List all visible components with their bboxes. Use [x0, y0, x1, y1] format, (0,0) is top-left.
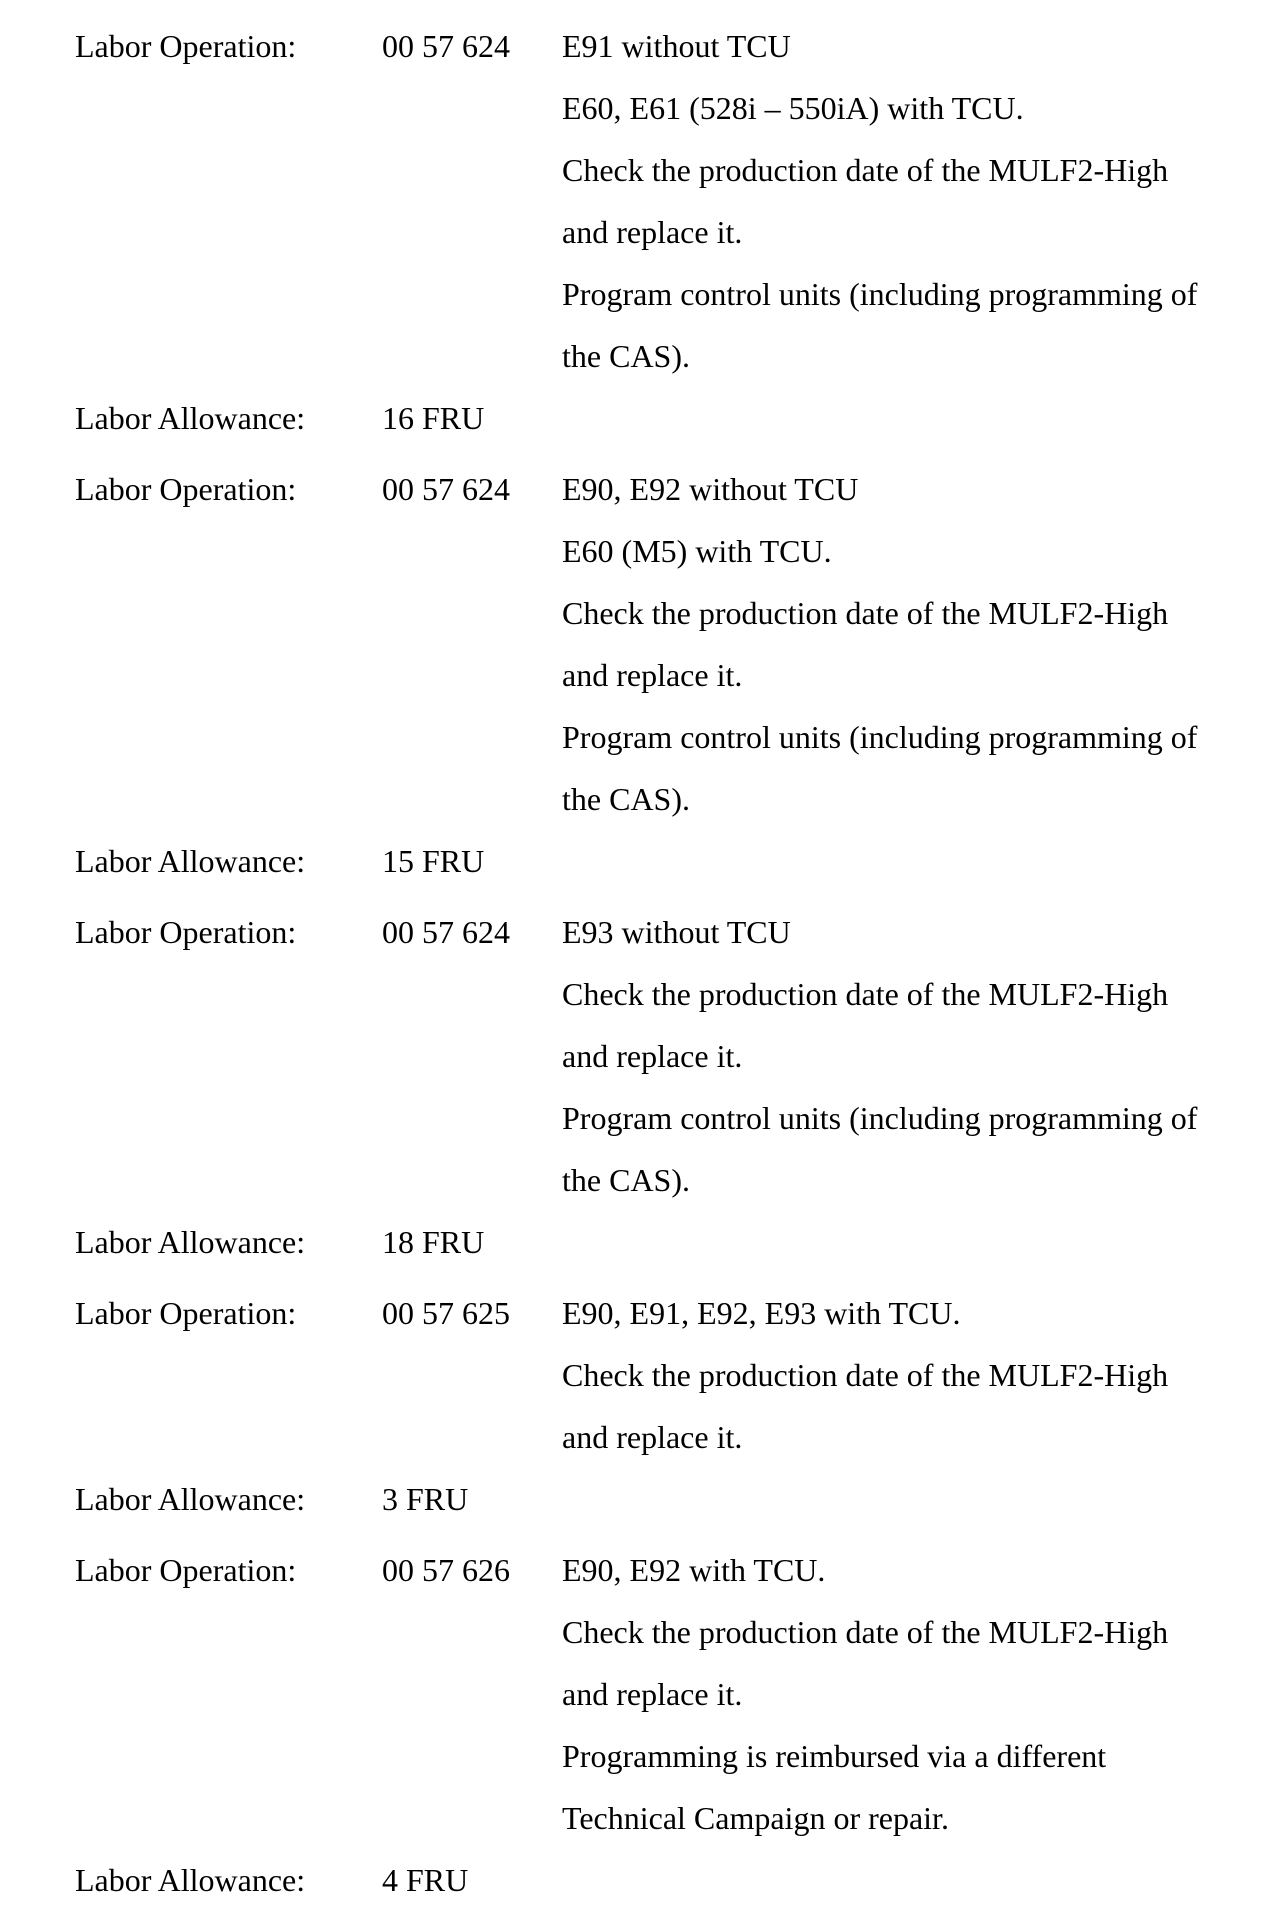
description-line: E60 (M5) with TCU. — [562, 533, 832, 569]
labor-operation-label: Labor Operation: — [75, 28, 297, 64]
description-line: Technical Campaign or repair. — [562, 1800, 949, 1836]
labor-allowance-label: Labor Allowance: — [75, 1481, 306, 1517]
labor-operation-code: 00 57 624 — [382, 471, 510, 507]
description-line: Program control units (including programming of — [562, 1100, 1198, 1136]
description-line: and replace it. — [562, 1419, 743, 1455]
labor-operation-label: Labor Operation: — [75, 1295, 297, 1331]
description-line: the CAS). — [562, 1162, 690, 1198]
labor-allowance-value: 3 FRU — [382, 1481, 469, 1517]
labor-allowance-value: 4 FRU — [382, 1862, 469, 1898]
labor-operation-label: Labor Operation: — [75, 914, 297, 950]
description-line: Check the production date of the MULF2-High — [562, 976, 1169, 1012]
labor-operation-code: 00 57 626 — [382, 1552, 510, 1588]
description-line: and replace it. — [562, 1676, 743, 1712]
labor-allowance-value: 18 FRU — [382, 1224, 485, 1260]
description-line: Programming is reimbursed via a different — [562, 1738, 1107, 1774]
labor-operation-label: Labor Operation: — [75, 471, 297, 507]
labor-operation-label: Labor Operation: — [75, 1552, 297, 1588]
description-line: Check the production date of the MULF2-High — [562, 1614, 1169, 1650]
description-line: E93 without TCU — [562, 914, 791, 950]
description-line: and replace it. — [562, 1038, 743, 1074]
description-line: the CAS). — [562, 781, 690, 817]
description-line: E90, E92 with TCU. — [562, 1552, 826, 1588]
description-line: Program control units (including programming of — [562, 276, 1198, 312]
description-line: Program control units (including programming of — [562, 719, 1198, 755]
labor-operation-code: 00 57 625 — [382, 1295, 510, 1331]
description-line: Check the production date of the MULF2-High — [562, 595, 1169, 631]
labor-allowance-label: Labor Allowance: — [75, 1862, 306, 1898]
labor-allowance-label: Labor Allowance: — [75, 843, 306, 879]
description-line: E60, E61 (528i – 550iA) with TCU. — [562, 90, 1024, 126]
labor-allowance-label: Labor Allowance: — [75, 400, 306, 436]
description-line: the CAS). — [562, 338, 690, 374]
labor-allowance-value: 15 FRU — [382, 843, 485, 879]
labor-allowance-label: Labor Allowance: — [75, 1224, 306, 1260]
description-line: E90, E92 without TCU — [562, 471, 859, 507]
labor-operation-code: 00 57 624 — [382, 28, 510, 64]
description-line: and replace it. — [562, 657, 743, 693]
description-line: E90, E91, E92, E93 with TCU. — [562, 1295, 961, 1331]
labor-allowance-value: 16 FRU — [382, 400, 485, 436]
description-line: and replace it. — [562, 214, 743, 250]
labor-operation-code: 00 57 624 — [382, 914, 510, 950]
description-line: E91 without TCU — [562, 28, 791, 64]
description-line: Check the production date of the MULF2-High — [562, 1357, 1169, 1393]
description-line: Check the production date of the MULF2-High — [562, 152, 1169, 188]
